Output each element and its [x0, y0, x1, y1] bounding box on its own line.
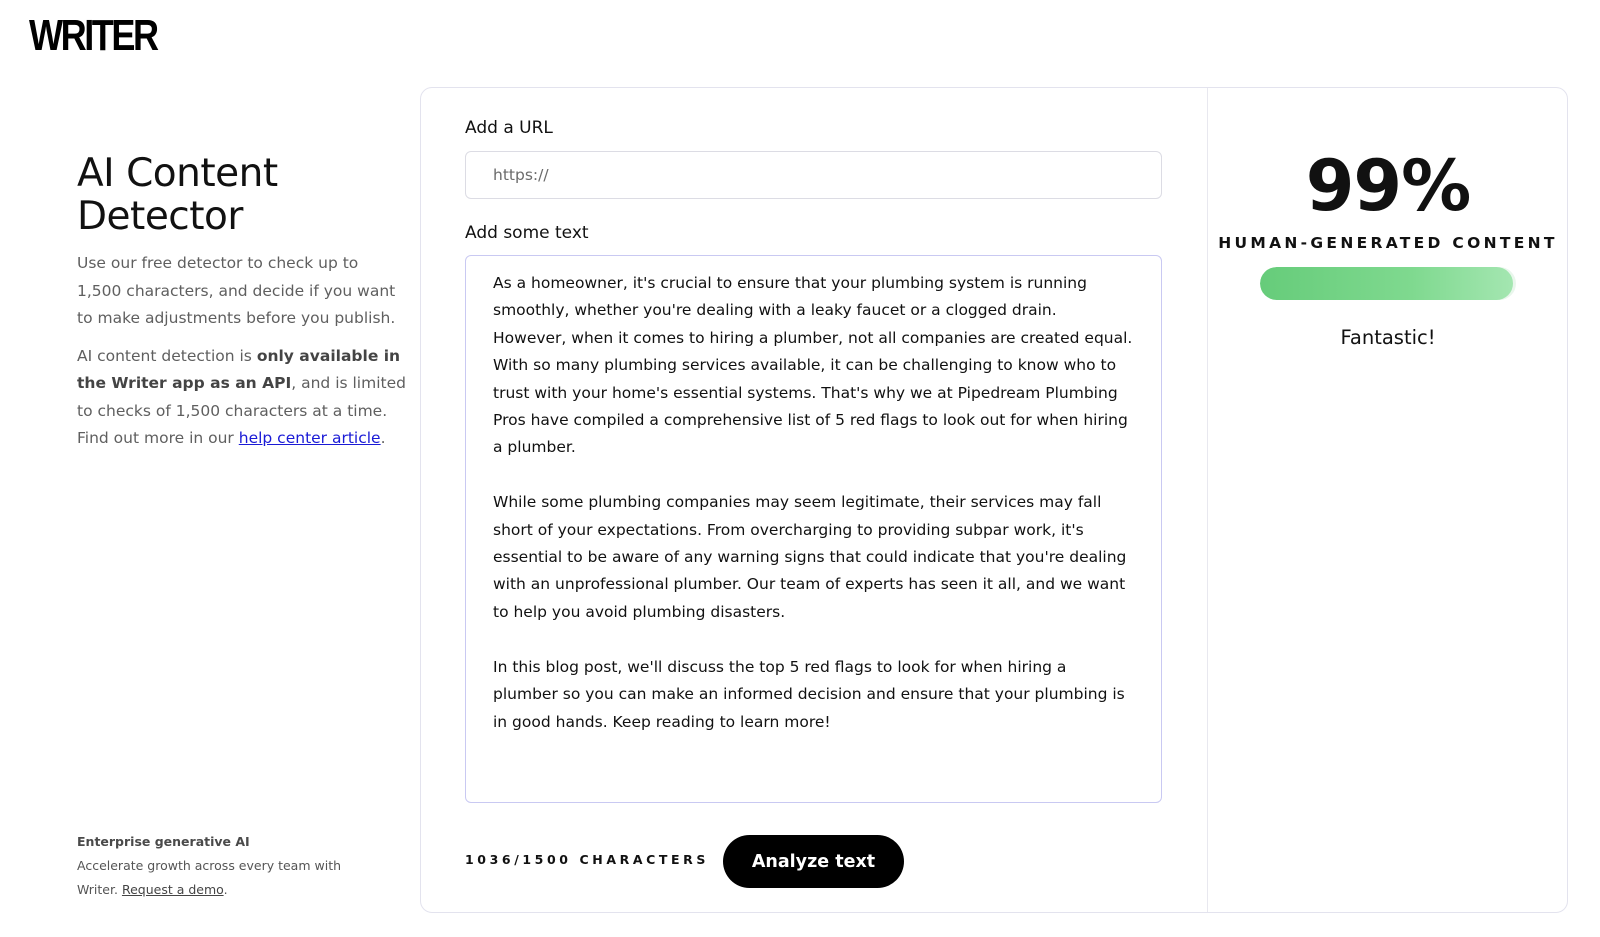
intro-section — [77, 152, 407, 453]
score-bar-fill — [1260, 267, 1513, 300]
content-textarea[interactable] — [465, 255, 1162, 803]
result-label: HUMAN-GENERATED CONTENT — [1218, 234, 1558, 252]
intro-description: Use our free detector to check up to 1,500 characters, and decide if you want to make adjustments before you publish. — [77, 254, 396, 327]
detector-card — [420, 87, 1568, 913]
url-input[interactable] — [465, 151, 1162, 199]
page-title: AI Content Detector — [77, 151, 278, 239]
request-demo-link[interactable]: Request a demo — [121, 882, 224, 897]
result-verdict: Fantastic! — [1340, 326, 1436, 349]
availability-suffix: , and is limited to checks of 1,500 characters at a time. Find out more in our — [77, 374, 406, 447]
enterprise-title: Enterprise generative AI — [77, 834, 250, 849]
enterprise-end: . — [223, 882, 228, 897]
availability-end: . — [380, 429, 386, 447]
enterprise-text — [77, 854, 377, 902]
writer-logo[interactable]: WRITER — [29, 11, 157, 60]
result-panel — [1208, 88, 1568, 912]
help-center-link[interactable]: help center article — [238, 429, 381, 447]
character-counter: 1036/1500 CHARACTERS — [465, 852, 709, 867]
enterprise-description: Accelerate growth across every team with Writer. — [77, 858, 342, 897]
availability-note — [77, 343, 407, 453]
analyze-text-button[interactable]: Analyze text — [723, 835, 904, 888]
url-label: Add a URL — [465, 118, 553, 138]
availability-prefix: AI content detection is — [77, 346, 257, 365]
availability-bold: only available in the Writer app as an API — [77, 346, 401, 392]
score-bar — [1260, 267, 1516, 300]
enterprise-promo — [77, 830, 377, 902]
human-percentage: 99% — [1305, 145, 1471, 227]
text-label: Add some text — [465, 223, 589, 243]
